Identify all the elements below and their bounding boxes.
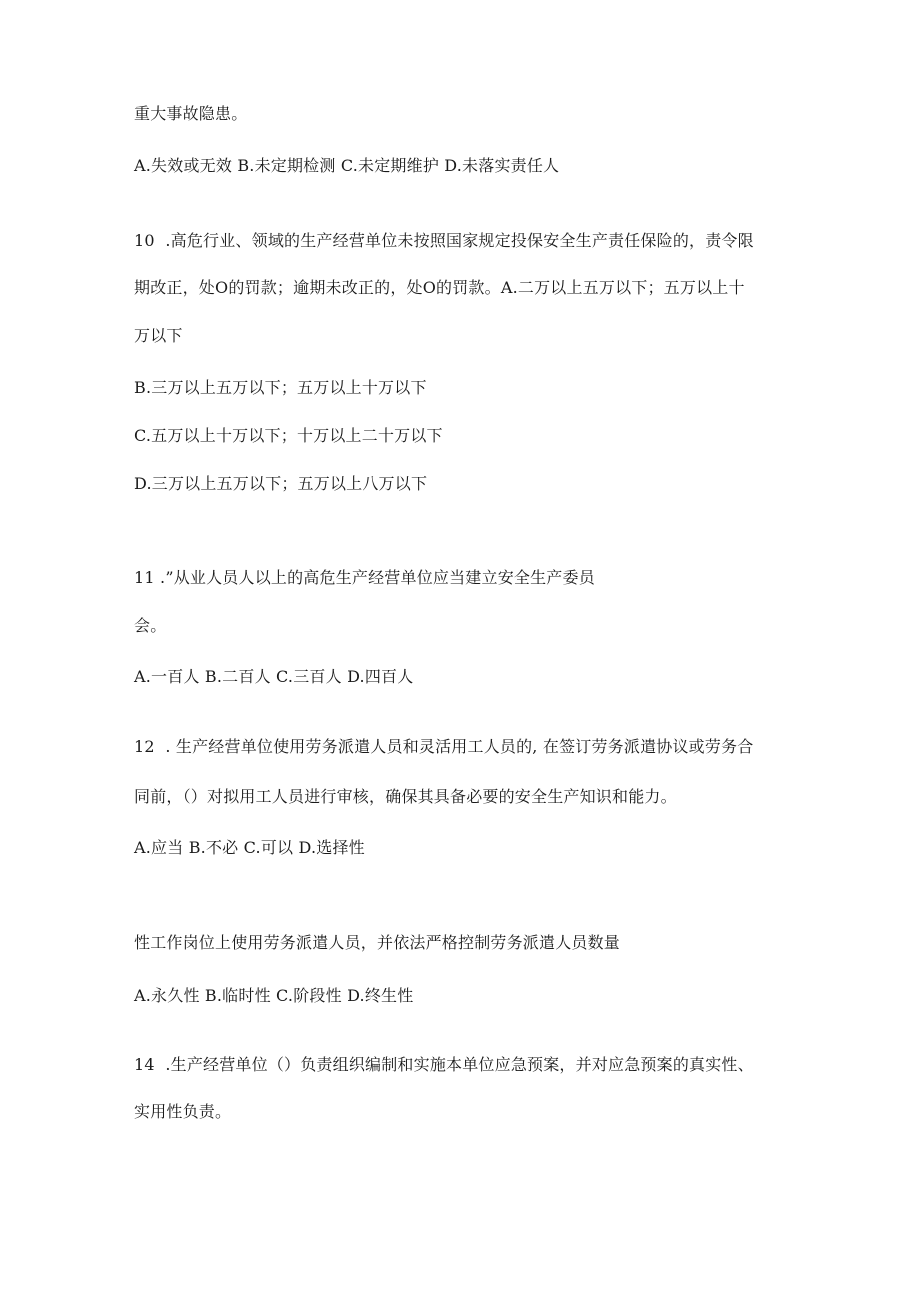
text-line-q10-option-c: C.五万以上十万以下；十万以上二十万以下 — [134, 426, 443, 445]
text-line-q14-stem-1: 14 .生产经营单位（）负责组织编制和实施本单位应急预案，并对应急预案的真实性、 — [134, 1055, 754, 1074]
text-line-q14-stem-2: 实用性负责。 — [134, 1102, 232, 1121]
text-line-q10-option-d: D.三万以上五万以下；五万以上八万以下 — [134, 474, 428, 493]
text-line-q10-stem-1: 10 .高危行业、领域的生产经营单位未按照国家规定投保安全生产责任保险的，责令限 — [134, 231, 754, 250]
text-line-q10-stem-3: 万以下 — [134, 326, 183, 345]
text-line-q10-stem-2: 期改正，处O的罚款；逾期未改正的，处O的罚款。A.二万以上五万以下；五万以上十 — [134, 278, 745, 297]
text-line-q11-stem-1: 11 .”从业人员人以上的高危生产经营单位应当建立安全生产委员 — [134, 568, 595, 587]
text-line-q9-stem-end: 重大事故隐患。 — [134, 104, 248, 123]
text-line-q9-options: A.失效或无效 B.未定期检测 C.未定期维护 D.未落实责任人 — [134, 156, 560, 175]
text-line-q13-options: A.永久性 B.临时性 C.阶段性 D.终生性 — [134, 986, 414, 1005]
text-line-q10-option-b: B.三万以上五万以下；五万以上十万以下 — [134, 378, 427, 397]
text-line-q13-stem: 性工作岗位上使用劳务派遣人员，并依法严格控制劳务派遣人员数量 — [134, 933, 621, 952]
text-line-q11-stem-2: 会。 — [134, 616, 167, 635]
text-line-q12-stem-1: 12 . 生产经营单位使用劳务派遣人员和灵活用工人员的, 在签订劳务派遣协议或劳务合 — [134, 737, 754, 756]
text-line-q12-options: A.应当 B.不必 C.可以 D.选择性 — [134, 838, 365, 857]
text-line-q11-options: A.一百人 B.二百人 C.三百人 D.四百人 — [134, 667, 414, 686]
text-line-q12-stem-2: 同前，（）对拟用工人员进行审核，确保其具备必要的安全生产知识和能力。 — [134, 787, 677, 806]
